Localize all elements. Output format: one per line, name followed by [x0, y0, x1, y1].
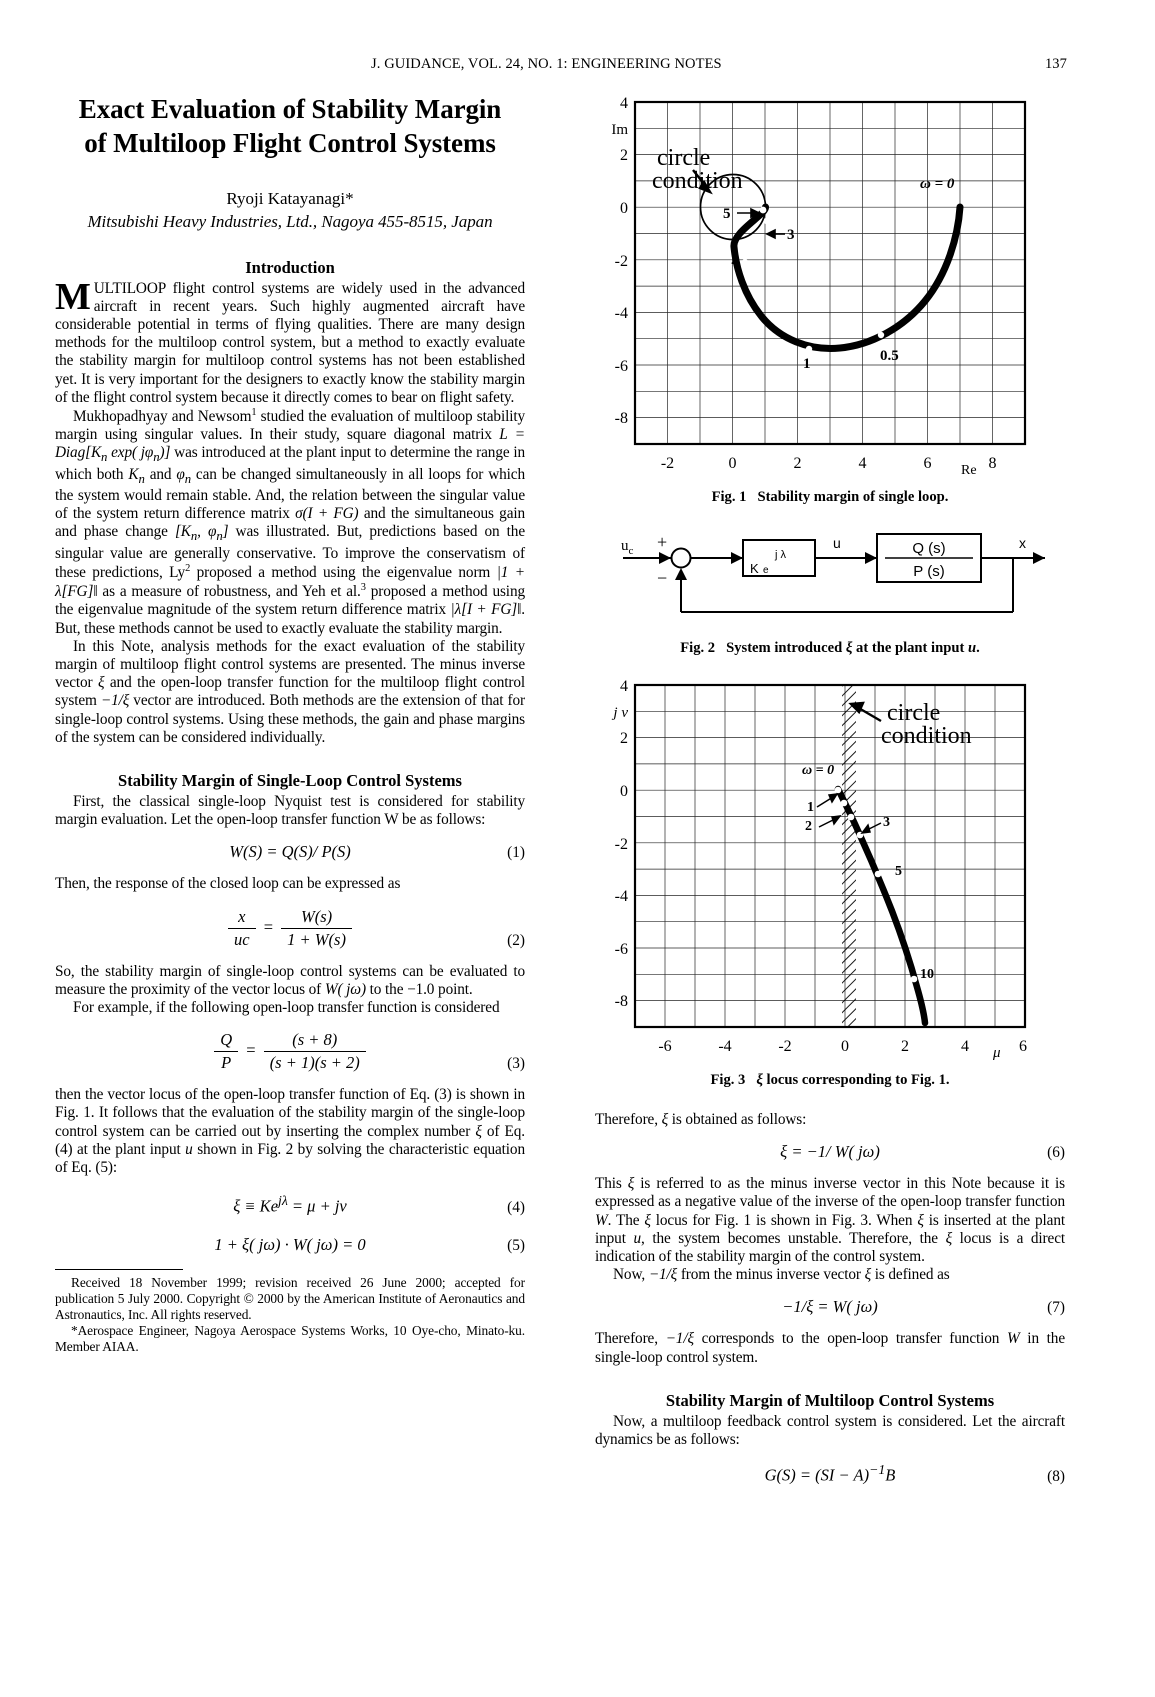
fig2-label-gain-e: e [763, 565, 769, 576]
fig3-y-axis-label: j ν [613, 705, 628, 721]
t: exp( jφ [107, 444, 154, 462]
tick: 8 [988, 455, 997, 472]
tick: 4 [961, 1038, 969, 1055]
fig2-label-plus: + [657, 532, 668, 552]
fig1-label-omega: ω = 0 [920, 176, 955, 192]
tick: -6 [614, 941, 628, 958]
tick: -2 [778, 1038, 792, 1055]
right-column [595, 92, 1065, 1499]
equation-3-number: (3) [507, 1055, 525, 1073]
equation-2-body [55, 907, 525, 950]
t: n [101, 450, 108, 465]
fig3-y-ticks [615, 678, 628, 1010]
fig3-label-circle: circle [887, 700, 941, 726]
math-Kn-phin [174, 523, 229, 544]
tick: -8 [614, 410, 628, 427]
fig1-y-axis-label: Im [611, 122, 628, 138]
equals-sign: = [246, 1040, 260, 1060]
t: is obtained as follows: [668, 1111, 807, 1128]
author-affiliation: Mitsubishi Heavy Industries, Ltd., Nagoya 455-8515, Japan [87, 211, 493, 231]
figure-2-caption-u: u [967, 640, 977, 656]
t: then the vector locus of the open-loop transfer function of Eq. (3) is shown in Fig. 1. It follows that the evaluation of the stability margin of the single-loop control system can be carried out by inserting the complex number [55, 1086, 525, 1140]
fig1-point-label-1: 1 [803, 356, 811, 372]
tick: 0 [728, 455, 737, 472]
tick: -6 [614, 358, 628, 375]
t: B [885, 1465, 896, 1485]
t: φ [176, 465, 185, 483]
citation-ref-3: 3 [360, 582, 366, 594]
t: , the system becomes unstable. Therefore, the [641, 1229, 946, 1247]
math-xi-7: ξ [945, 1229, 953, 1247]
t: is referred to as the minus inverse vector in this Note because it is expressed as a negative value of the inverse of the open-loop transfer function [595, 1175, 1066, 1211]
math-xi-8: ξ [864, 1266, 871, 1284]
t: was illustrated. But, predictions based on the singular value are generally conservative. To improve the conservatism of these predictions, Ly [55, 523, 525, 581]
equation-5-body: 1 + ξ( jω) · W( jω) = 0 [214, 1234, 366, 1254]
equation-7-body: −1/ξ = W( jω) [782, 1297, 878, 1317]
tick: 2 [901, 1038, 909, 1055]
math-xi-2: ξ [475, 1122, 482, 1140]
tick: 2 [620, 147, 628, 164]
figure-1-caption [595, 489, 1065, 506]
tick: 0 [620, 783, 628, 800]
t: can be changed simultaneously in all loops for which the system would remain stable. And, the relation between the singular value of the system return difference matrix [55, 465, 525, 523]
fig3-circle-condition-band [842, 685, 856, 1027]
fig2-label-x: x [1019, 535, 1026, 551]
equation-2-number: (2) [507, 931, 525, 949]
fig3-point-label-3: 3 [883, 815, 890, 830]
t: and the simultaneous gain and phase change [55, 505, 526, 541]
fig1-marker-points [742, 207, 884, 353]
math-u: u [185, 1140, 193, 1158]
figure-3-caption-text: locus corresponding to Fig. 1. [762, 1072, 950, 1088]
t: Mukhopadhyay and Newsom [73, 408, 252, 426]
figure-1 [595, 92, 1065, 506]
fig3-point-label-5: 5 [895, 864, 902, 879]
math-xi-6: ξ [917, 1211, 924, 1229]
fig1-x-ticks [661, 455, 997, 472]
equation-3-lhs [214, 1030, 238, 1073]
footnote-rule [55, 1269, 183, 1270]
t: is inserted at the plant input [595, 1211, 1065, 1247]
equation-1-body: W(S) = Q(S)/ P(S) [229, 842, 351, 862]
equation-3-body [55, 1030, 525, 1073]
running-head-left: J. GUIDANCE, VOL. 24, NO. 1: ENGINEERING NOTES [371, 56, 722, 72]
t: was introduced at the plant input to determine the range in which both [55, 444, 525, 483]
tick: 4 [858, 455, 867, 472]
fig1-label-circle: circle [657, 145, 711, 171]
equation-3 [55, 1030, 525, 1073]
math-W-2: W [1007, 1330, 1020, 1348]
t: −1 [869, 1462, 886, 1478]
author-name: Ryoji Katayanagi* [226, 188, 354, 208]
tick: 4 [620, 678, 628, 695]
single-loop-paragraph-4: For example, if the following open-loop transfer function is considered [73, 998, 500, 1016]
math-eig-norm: |1 + λ[FG]‖ [55, 563, 525, 601]
equation-4-body [55, 1193, 525, 1217]
math-xi-5: ξ [644, 1211, 651, 1229]
t: Therefore, [595, 1111, 662, 1128]
t: ξ ≡ Ke [233, 1196, 279, 1216]
tick: 2 [793, 455, 802, 472]
t: of Eq. (4) at the plant input [55, 1122, 525, 1158]
fig2-label-gain-K: K [750, 561, 759, 576]
fig3-label-condition: condition [881, 723, 972, 749]
t: studied the evaluation of multiloop stability margin using singular values. In their study, square diagonal matrix [55, 408, 525, 444]
fig2-arrowheads [659, 552, 1045, 580]
figure-2 [595, 528, 1065, 657]
right-paragraph-3 [595, 1266, 1065, 1284]
equation-8-body [595, 1462, 1065, 1486]
figure-3-caption [595, 1072, 1065, 1089]
t: as a measure of robustness, and Yeh et al. [97, 583, 361, 601]
fig1-point-label-2: 2 [731, 252, 739, 268]
citation-ref-1: 1 [251, 406, 257, 418]
figure-2-caption-end: . [976, 640, 980, 656]
math-W-1: W [595, 1211, 608, 1229]
fig3-point-label-1: 1 [807, 800, 814, 815]
tick: -6 [658, 1038, 672, 1055]
single-loop-paragraph-2: Then, the response of the closed loop can be expressed as [55, 875, 401, 893]
single-loop-paragraph-5 [55, 1086, 525, 1177]
t: So, the stability margin of single-loop control systems can be evaluated to measure the proximity of the vector locus of [55, 962, 525, 998]
figure-1-plot [595, 92, 1065, 480]
page-number: 137 [1044, 56, 1067, 72]
math-xi: ξ [97, 674, 105, 692]
t: n [138, 471, 145, 486]
math-u-2: u [633, 1229, 642, 1247]
t: L = Diag[K [55, 426, 525, 462]
title-line-1: Exact Evaluation of Stability Margin [78, 94, 502, 124]
t: [K [174, 523, 191, 541]
intro-p1-text: ULTILOOP flight control systems are widely used in the advanced aircraft in recent years. Such highly augmented aircraft have considerable potential in terms of flying qualities. There are many design methods for the multiloop control system, but a method to exactly evaluate the stability margin for multiloop control systems has not been established yet. It is very important for the designers to exactly know the stability margin of the flight control system because it directly comes to bear on flight safety. [55, 279, 525, 406]
equation-5-number: (5) [507, 1236, 525, 1254]
t: This [595, 1175, 628, 1193]
multiloop-paragraph-1: Now, a multiloop feedback control system is considered. Let the aircraft dynamics be as follows: [595, 1412, 1065, 1449]
title-line-2: of Multiloop Flight Control Systems [84, 128, 496, 159]
math-xi-4: ξ [627, 1175, 635, 1193]
single-loop-paragraph-3 [55, 963, 525, 999]
tick: 6 [1019, 1038, 1027, 1055]
math-sigma-I-FG: σ(I + FG) [295, 505, 359, 523]
fig1-nyquist-locus [734, 207, 960, 348]
citation-ref-2: 2 [185, 562, 191, 574]
t: (s + 1)(s + 2) [269, 1053, 360, 1073]
t: and [144, 465, 177, 483]
t: K [128, 465, 139, 483]
t: . But, these methods cannot be used to exactly evaluate the stability margin. [55, 601, 525, 637]
t: vector are introduced. Both methods are the extension of that for single-loop control systems. Using these methods, the gain and phase margins of the system can be considered individually. [55, 692, 525, 746]
t: W(s) [281, 907, 352, 929]
t: is defined as [871, 1266, 950, 1284]
t: jλ [278, 1193, 288, 1209]
t: G(S) = (SI − A) [764, 1465, 870, 1485]
footnote-line-1: Received 18 November 1999; revision received 26 June 2000; accepted for publication 5 July 2000. Copyright © 2000 by the American Institute of Aeronautics and Astronautics, Inc. All rights reserved. [55, 1274, 525, 1322]
t: n [190, 529, 198, 544]
figure-1-caption-text: Stability margin of single loop. [757, 489, 949, 505]
t: corresponds to the open-loop transfer function [693, 1330, 1007, 1348]
fig2-label-u: u [833, 535, 841, 551]
figure-2-caption-number: Fig. 2 [680, 640, 716, 656]
tick: -4 [718, 1038, 732, 1055]
fig1-point-label-3: 3 [787, 227, 795, 243]
equation-1-number: (1) [507, 844, 525, 862]
figure-3-caption-number: Fig. 3 [710, 1072, 746, 1088]
tick: -4 [614, 888, 628, 905]
equation-7-number: (7) [1047, 1299, 1065, 1317]
right-paragraph-1 [595, 1111, 1065, 1129]
t: to the −1.0 point. [365, 980, 473, 998]
math-minus-inv-xi-3: −1/ξ [665, 1330, 694, 1348]
t: . The [607, 1211, 645, 1229]
fig2-label-plant-denominator: P (s) [913, 563, 945, 580]
figure-2-caption-mid: at the plant input [852, 640, 968, 656]
figure-3 [595, 675, 1065, 1089]
t: = μ + jv [287, 1196, 347, 1216]
tick: 2 [620, 730, 628, 747]
heading-multiloop: Stability Margin of Multiloop Control Systems [665, 1390, 995, 1410]
t: x [228, 907, 256, 929]
t: proposed a method using the eigenvalue norm [190, 563, 497, 581]
tick: 6 [923, 455, 932, 472]
figure-2-caption-xi: ξ [845, 640, 853, 656]
fig3-point-label-10: 10 [920, 967, 934, 982]
equation-6-body: ξ = −1/ W( jω) [780, 1142, 880, 1162]
tick: -2 [614, 253, 628, 270]
equation-2 [55, 907, 525, 950]
math-W-jw: W( jω) [324, 980, 366, 998]
equation-2-rhs [281, 907, 352, 950]
right-paragraph-2 [595, 1175, 1065, 1266]
heading-single-loop: Stability Margin of Single-Loop Control Systems [118, 770, 462, 790]
t: In this Note, analysis methods for the exact evaluation of the stability margin of multiloop flight control systems are presented. The minus inverse vector [55, 637, 525, 692]
t: 1 + W(s) [287, 929, 346, 949]
fig1-locus-guide [716, 207, 960, 354]
tick: -8 [614, 993, 628, 1010]
tick: -4 [614, 305, 628, 322]
equals-sign: = [263, 916, 278, 936]
fig2-label-uc: $u_c$ [621, 538, 634, 557]
t: ] [222, 523, 229, 541]
fig1-x-axis-label: Re [961, 463, 977, 478]
equation-7 [595, 1297, 1065, 1317]
fig2-label-plant-numerator: Q (s) [912, 540, 946, 557]
t: Now, [613, 1266, 649, 1284]
fig3-label-omega: ω = 0 [802, 763, 835, 778]
heading-introduction: Introduction [245, 257, 335, 277]
equation-3-rhs [264, 1030, 366, 1073]
t: n [216, 529, 223, 544]
fig1-point-label-05: 0.5 [880, 348, 899, 364]
left-column [55, 92, 525, 1355]
t: locus for Fig. 1 is shown in Fig. 3. When [650, 1211, 918, 1229]
tick: 0 [841, 1038, 849, 1055]
equation-8-number: (8) [1047, 1467, 1065, 1485]
intro-paragraph-1 [55, 275, 525, 407]
t: )] [159, 444, 171, 462]
single-loop-paragraph-1: First, the classical single-loop Nyquist test is considered for stability margin evaluation. Let the open-loop transfer function W be as follows: [55, 792, 525, 829]
fig2-summing-junction [672, 549, 691, 568]
right-paragraph-4 [595, 1330, 1065, 1366]
intro-paragraph-2 [55, 407, 525, 638]
t: locus is a direct indication of the stability margin of the control system. [595, 1229, 1065, 1266]
t: n [184, 471, 191, 486]
figure-1-caption-number: Fig. 1 [711, 489, 747, 505]
math-phin [176, 465, 191, 486]
figure-2-diagram [595, 528, 1065, 628]
figure-3-caption-xi: ξ [756, 1072, 763, 1088]
page-title [55, 92, 525, 161]
figure-3-plot [595, 675, 1065, 1063]
t: n [153, 450, 160, 465]
fig2-label-minus: − [657, 568, 668, 588]
t: (s + 8) [264, 1030, 366, 1052]
math-eig-mag: |λ[I + FG]‖ [450, 601, 522, 619]
tick: -2 [614, 836, 628, 853]
t: from the minus inverse vector [677, 1266, 865, 1284]
equation-2-lhs [228, 907, 256, 950]
intro-paragraph-3 [55, 638, 525, 747]
t: and the open-loop transfer function for the multiloop flight control system [55, 674, 525, 710]
t: in the single-loop control system. [595, 1330, 1065, 1366]
math-xi-3: ξ [661, 1111, 669, 1128]
fig1-point-label-5: 5 [723, 206, 731, 222]
figure-2-caption [595, 640, 1065, 657]
figure-2-caption-pre: System introduced [726, 640, 846, 656]
equation-4 [55, 1193, 525, 1217]
fig3-x-axis-label: μ [993, 1045, 1001, 1061]
equation-8 [595, 1462, 1065, 1486]
t: Therefore, [595, 1330, 666, 1348]
t: P [221, 1053, 232, 1073]
tick: 0 [620, 200, 628, 217]
math-Kn [128, 465, 145, 486]
fig2-label-gain-exp: j λ [775, 549, 786, 561]
fig3-point-label-2: 2 [805, 819, 812, 834]
t: , φ [197, 523, 217, 541]
drop-cap: M [55, 275, 91, 318]
tick: -2 [660, 455, 675, 472]
t: proposed a method using the eigenvalue magnitude of the system return difference matrix [55, 583, 525, 619]
fig1-label-condition: condition [652, 168, 743, 194]
fig3-x-ticks [658, 1038, 1027, 1055]
equation-4-number: (4) [507, 1198, 525, 1216]
equation-5 [55, 1235, 525, 1255]
tick: 4 [620, 95, 628, 112]
t: shown in Fig. 2 by solving the characteristic equation of Eq. (5): [55, 1140, 525, 1176]
fig1-y-ticks [615, 95, 628, 427]
equation-6-number: (6) [1047, 1144, 1065, 1162]
math-minus-one-over-xi: −1/ξ [100, 692, 130, 710]
equation-6 [595, 1142, 1065, 1162]
running-head [88, 56, 1067, 76]
equation-1 [55, 842, 525, 862]
footnote-line-2: *Aerospace Engineer, Nagoya Aerospace Systems Works, 10 Oye-cho, Minato-ku. Member AIAA. [55, 1322, 525, 1355]
t: Q [214, 1030, 238, 1052]
t: uc [234, 929, 250, 949]
math-minus-inv-xi-2: −1/ξ [648, 1266, 678, 1284]
